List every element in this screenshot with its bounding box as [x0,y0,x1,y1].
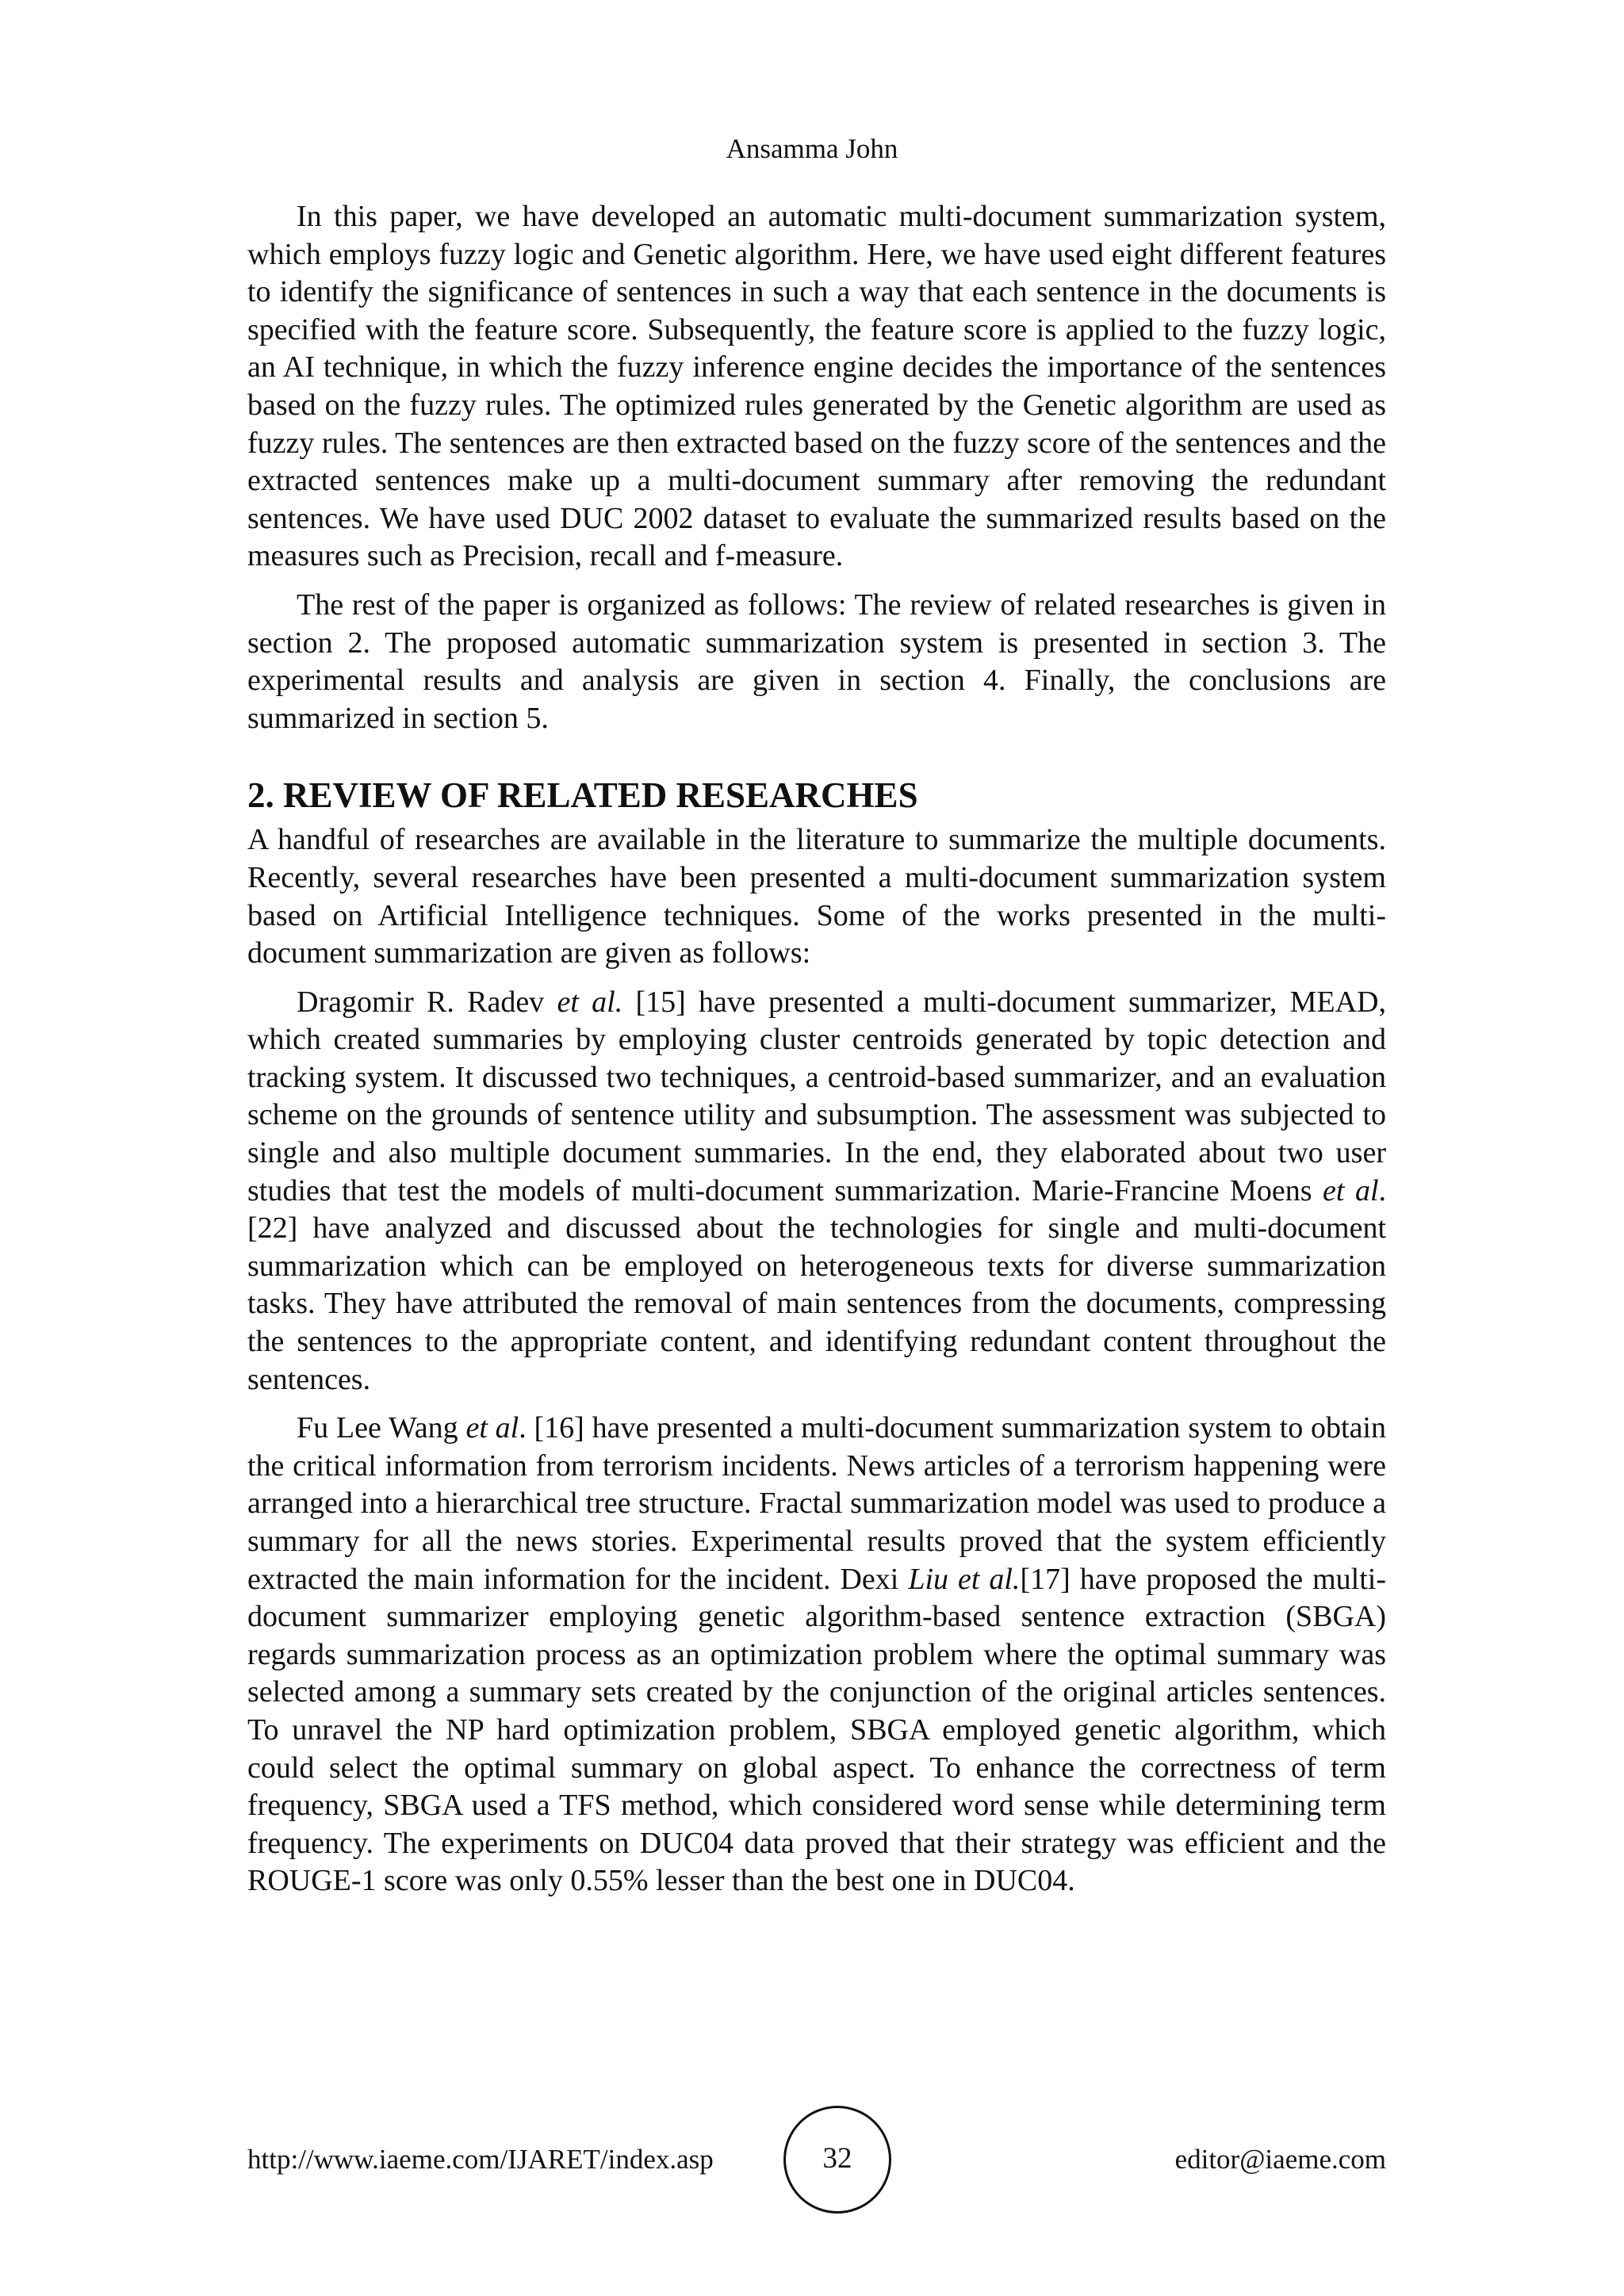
italic-citation: Liu et al. [908,1562,1021,1596]
italic-citation: et al [1323,1173,1379,1207]
footer-editor-email[interactable]: editor@iaeme.com [1174,2144,1386,2175]
text-run: . [22] have analyzed and discussed about the technologies for single and multi-document summarization which can be employed on heterogeneous texts for diverse summarization tasks. They have attributed the removal of main sentences from the documents, compressing the sentences to the appropriate content, and identifying redundant content throughout the sentences. [247,1173,1386,1396]
italic-citation: et al [465,1411,519,1445]
page-number-circle: 32 [783,2106,891,2214]
text-run: . [16] have presented a multi-document summarization system to obtain the critical information from terrorism incidents. News articles of a terrorism happening were arranged into a hierarchical tree structure. Fractal summarization model was used to produce a summary for all the news stories. Experimental results proved that the system efficiently extracted the main information for the incident. Dexi [247,1411,1386,1596]
text-run: Dragomir R. Radev [297,985,557,1019]
intro-paragraph-2: The rest of the paper is organized as follows: The review of related researches is given in section 2. The proposed automatic summarization system is presented in section 3. The experimental results and analysis are given in section 4. Finally, the conclusions are summarized in section 5. [247,587,1386,735]
intro-paragraph-1: In this paper, we have developed an automatic multi-document summarization system, which employs fuzzy logic and Genetic algorithm. Here, we have used eight different features to identify the significance of sentences in such a way that each sentence in the documents is specified with the feature score. Subsequently, the feature score is applied to the fuzzy logic, an AI technique, in which the fuzzy inference engine decides the importance of the sentences based on the fuzzy rules. The optimized rules generated by the Genetic algorithm are used as fuzzy rules. The sentences are then extracted based on the fuzzy score of the sentences and the extracted sentences make up a multi-document summary after removing the redundant sentences. We have used DUC 2002 dataset to evaluate the summarized results based on the measures such as Precision, recall and f-measure. [247,200,1386,573]
text-run: [15] have presented a multi-document summarizer, MEAD, which created summaries by employing cluster centroids generated by topic detection and tracking system. It discussed two techniques, a centroid-based summarizer, and an evaluation scheme on the grounds of sentence utility and subsumption. The assessment was subjected to single and also multiple document summaries. In the end, they elaborated about two user studies that test the models of multi-document summarization. Marie-Francine Moens [247,985,1387,1207]
section-heading-related-researches: 2. REVIEW OF RELATED RESEARCHES [247,775,918,816]
section2-paragraph-3 [247,1410,1386,1900]
page-footer [247,2106,1386,2218]
italic-citation: et al. [557,985,623,1019]
section2-paragraph-1: A handful of researches are available in the literature to summarize the multiple documents. Recently, several researches have been presented a multi-document summarization system based on Artificial Intelligence techniques. Some of the works presented in the multi-document summarization are given as follows: [247,823,1386,970]
text-run: Fu Lee Wang [297,1411,466,1445]
footer-journal-url[interactable]: http://www.iaeme.com/IJARET/index.asp [247,2144,714,2175]
running-head-author: Ansamma John [726,133,898,164]
text-run: [17] have proposed the multi-document summarizer employing genetic algorithm-based sentence extraction (SBGA) regards summarization process as an optimization problem where the optimal summary was selected among a summary sets created by the conjunction of the original articles sentences. To unravel the NP hard optimization problem, SBGA employed genetic algorithm, which could select the optimal summary on global aspect. To enhance the correctness of term frequency, SBGA used a TFS method, which considered word sense while determining term frequency. The experiments on DUC04 data proved that their strategy was efficient and the ROUGE-1 score was only 0.55% lesser than the best one in DUC04. [247,1562,1386,1898]
section2-paragraph-2 [247,984,1386,1399]
page-body [247,198,1386,1911]
